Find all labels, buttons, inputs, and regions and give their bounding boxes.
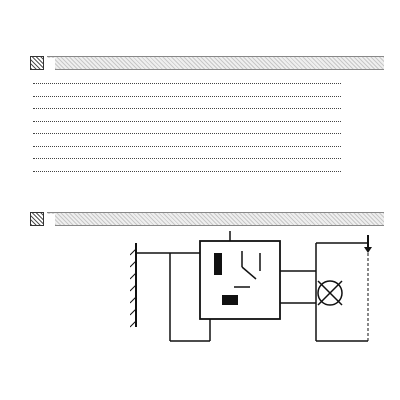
wiring-text-column — [30, 231, 130, 351]
wiring-diagram — [130, 231, 384, 351]
spec-row — [30, 137, 384, 150]
ground-symbol-icon — [130, 243, 136, 327]
specs-list — [30, 75, 384, 175]
dot-leader — [33, 158, 341, 159]
wiring-heading — [47, 214, 55, 226]
specs-note — [30, 178, 384, 203]
dot-leader — [33, 121, 341, 122]
dot-leader — [33, 96, 341, 97]
specs-heading — [47, 58, 55, 70]
fan-motor-icon — [318, 281, 342, 305]
relay-icon — [200, 241, 280, 319]
fuse-icon — [364, 235, 372, 253]
spec-row — [30, 87, 384, 100]
dot-leader — [33, 83, 341, 84]
section-marker-icon — [30, 56, 44, 70]
intro-paragraph — [30, 35, 384, 48]
wiring-text-line — [30, 268, 130, 281]
intro-paragraph — [30, 20, 384, 33]
wiring-text-line — [30, 293, 130, 306]
intro-text-block — [30, 4, 384, 48]
wiring-heading-bar — [47, 212, 384, 226]
specs-heading-bar — [47, 56, 384, 70]
wire-lines — [136, 231, 368, 341]
wiring-text-line — [30, 281, 130, 294]
intro-paragraph — [30, 4, 384, 17]
dot-leader — [33, 108, 341, 109]
spec-row — [30, 75, 384, 88]
spec-row — [30, 112, 384, 125]
wiring-diagram-svg — [130, 231, 384, 351]
specs-section-header — [30, 56, 384, 70]
spec-row — [30, 100, 384, 113]
section-marker-icon — [30, 212, 44, 226]
wiring-text-line — [30, 231, 130, 244]
dot-leader — [33, 171, 341, 172]
dot-leader — [33, 133, 341, 134]
wiring-text-line — [30, 256, 130, 269]
wiring-section-header — [30, 212, 384, 226]
spec-row — [30, 150, 384, 163]
dot-leader — [33, 146, 341, 147]
wiring-section — [30, 231, 384, 351]
spec-row — [30, 162, 384, 175]
spec-row — [30, 125, 384, 138]
wiring-text-line — [30, 243, 130, 256]
